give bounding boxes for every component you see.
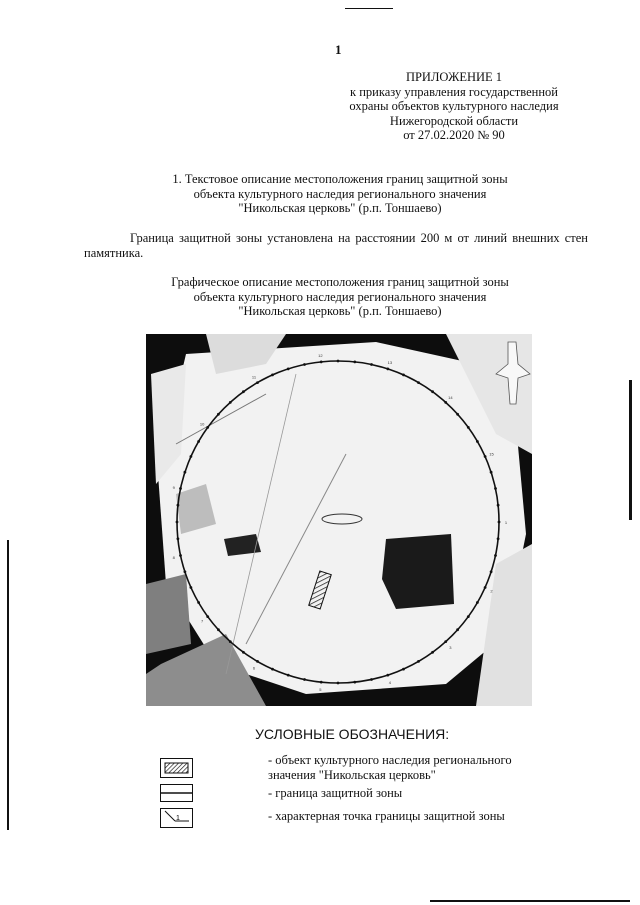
boundary-point [494, 487, 497, 490]
boundary-point [256, 660, 259, 663]
scan-line-bottom [430, 900, 630, 902]
boundary-point-label: 6 [252, 665, 256, 671]
boundary-point-label: 8 [172, 554, 175, 560]
boundary-point [287, 368, 290, 371]
boundary-point [271, 668, 274, 671]
scan-line-right [629, 380, 632, 520]
boundary-point [386, 368, 389, 371]
boundary-point [490, 471, 493, 474]
boundary-point-label: 12 [318, 352, 323, 358]
boundary-point [494, 554, 497, 557]
boundary-point [190, 455, 193, 458]
boundary-point [417, 660, 420, 663]
boundary-point [431, 651, 434, 654]
boundary-point [467, 615, 470, 618]
boundary-point [176, 521, 179, 524]
boundary-point [179, 554, 182, 557]
boundary-point [229, 640, 232, 643]
boundary-point [287, 674, 290, 677]
boundary-point [177, 504, 180, 507]
boundary-point [353, 681, 356, 684]
boundary-point-label: 1 [504, 520, 508, 525]
map-grey-area [146, 574, 191, 654]
section1-heading [140, 172, 540, 216]
boundary-point [197, 440, 200, 443]
legend-text: - объект культурного наследия регионального [268, 753, 512, 767]
boundary-point [303, 363, 306, 366]
boundary-point [467, 426, 470, 429]
legend-title: УСЛОВНЫЕ ОБОЗНАЧЕНИЯ: [255, 726, 450, 742]
boundary-point [484, 455, 487, 458]
svg-text:1: 1 [176, 815, 180, 822]
boundary-point [256, 381, 259, 384]
legend-item-point [268, 809, 548, 824]
boundary-line-icon [160, 784, 193, 802]
boundary-point-label: 15 [489, 451, 494, 457]
boundary-point [497, 504, 500, 507]
appendix-line: к приказу управления государственной [350, 84, 558, 99]
boundary-point [184, 570, 187, 573]
boundary-point [337, 360, 340, 363]
boundary-point [217, 628, 220, 631]
boundary-point [242, 651, 245, 654]
boundary-point [431, 390, 434, 393]
boundary-point [337, 682, 340, 685]
boundary-point [206, 615, 209, 618]
boundary-point [177, 537, 180, 540]
heading-line: объекта культурного наследия регионального значения [193, 289, 487, 304]
boundary-point-label: 13 [387, 360, 393, 366]
appendix-title: ПРИЛОЖЕНИЕ 1 [405, 70, 503, 84]
heading-line: "Никольская церковь" (р.п. Тоншаево) [238, 201, 442, 215]
boundary-point [386, 674, 389, 677]
boundary-point [444, 401, 447, 404]
scan-line-left [7, 540, 9, 830]
boundary-point [370, 678, 373, 681]
boundary-point [353, 361, 356, 364]
boundary-point [320, 681, 323, 684]
boundary-point [229, 401, 232, 404]
boundary-point [402, 668, 405, 671]
boundary-point [303, 678, 306, 681]
boundary-point [476, 601, 479, 604]
boundary-point [197, 601, 200, 604]
boundary-point-label: 11 [251, 374, 257, 380]
legend-item-boundary [268, 786, 548, 801]
boundary-point-label: 2 [490, 588, 493, 594]
boundary-point [490, 570, 493, 573]
boundary-point [370, 363, 373, 366]
boundary-point-label: 10 [199, 421, 205, 427]
appendix-line: от 27.02.2020 № 90 [403, 128, 505, 142]
boundary-point [402, 374, 405, 377]
boundary-point-label: 7 [200, 618, 204, 624]
boundary-point [497, 537, 500, 540]
appendix-header [330, 70, 578, 143]
hatched-box-icon [160, 758, 193, 778]
boundary-point [206, 426, 209, 429]
boundary-point-icon [160, 808, 193, 828]
boundary-point-label: 9 [172, 485, 175, 491]
section2-heading [140, 275, 540, 319]
boundary-point [271, 374, 274, 377]
boundary-point [184, 471, 187, 474]
boundary-point [217, 413, 220, 416]
page-number: 1 [335, 42, 342, 57]
boundary-point [456, 628, 459, 631]
boundary-point [417, 381, 420, 384]
boundary-point-label: 4 [388, 679, 392, 685]
legend-text: значения "Никольская церковь" [268, 768, 436, 782]
heading-line: объекта культурного наследия регионального значения [193, 186, 487, 201]
boundary-point [320, 361, 323, 364]
boundary-point [242, 390, 245, 393]
boundary-point [498, 521, 501, 524]
boundary-point [456, 413, 459, 416]
heading-line: Графическое описание местоположения границ защитной зоны [171, 275, 509, 289]
boundary-point [484, 586, 487, 589]
heading-line: 1. Текстовое описание местоположения границ защитной зоны [172, 172, 508, 186]
appendix-line: Нижегородской области [389, 113, 519, 128]
protection-zone-map [146, 334, 532, 706]
section1-paragraph: Граница защитной зоны установлена на расстоянии 200 м от линий внешних стен памятника. [84, 231, 588, 260]
scan-line-top [345, 8, 393, 9]
appendix-line: охраны объектов культурного наследия [349, 99, 559, 113]
boundary-point-label: 14 [448, 395, 453, 401]
heading-line: "Никольская церковь" (р.п. Тоншаево) [238, 304, 442, 318]
boundary-point [476, 440, 479, 443]
map-dark-building [382, 534, 454, 609]
boundary-point-label: 5 [319, 687, 322, 693]
boundary-point [190, 586, 193, 589]
legend-text: - граница защитной зоны [268, 786, 403, 800]
legend-text: - характерная точка границы защитной зоны [268, 809, 505, 823]
boundary-point [444, 640, 447, 643]
legend-item-heritage [268, 753, 548, 783]
boundary-point [179, 487, 182, 490]
boundary-point-label: 3 [449, 644, 452, 650]
